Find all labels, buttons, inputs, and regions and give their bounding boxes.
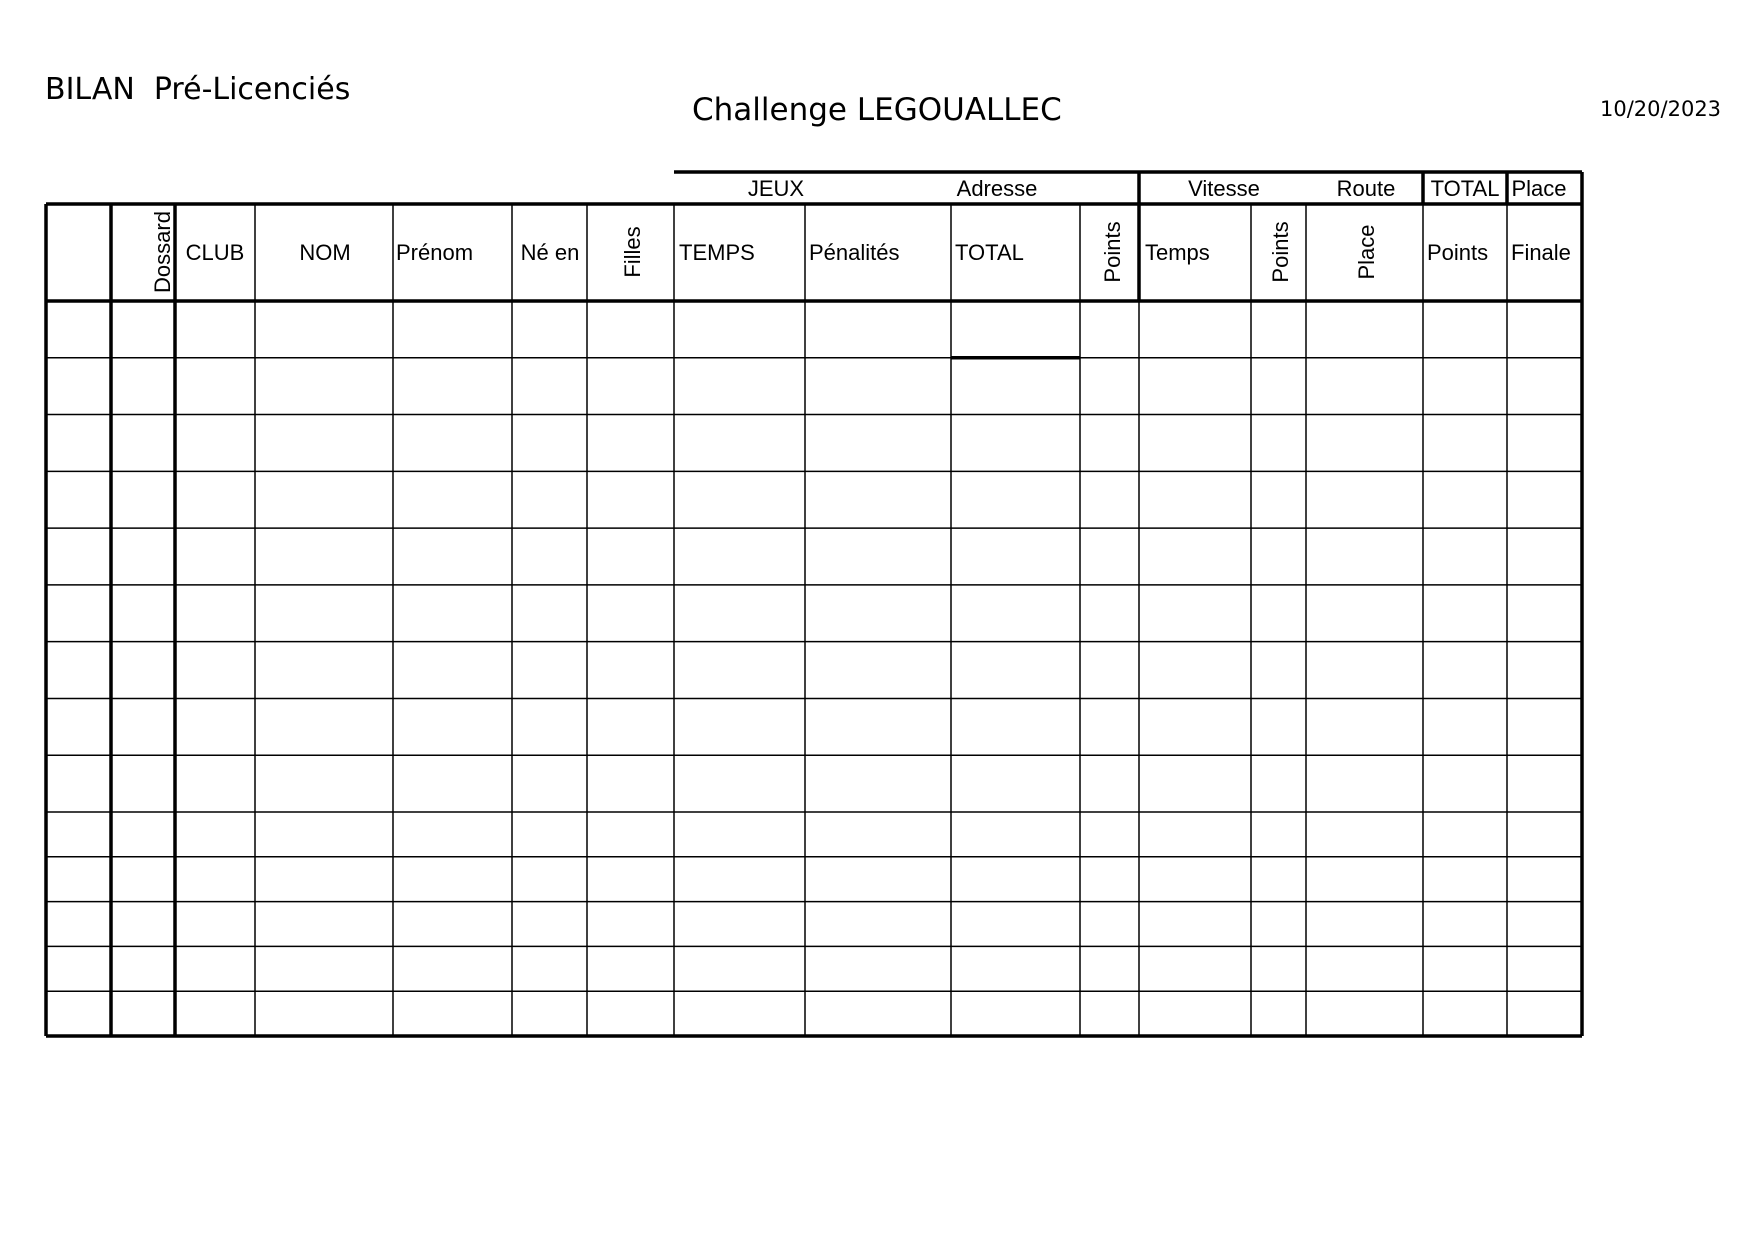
col-header-place: Place (1354, 224, 1379, 280)
col-header-filles: Filles (620, 226, 645, 278)
col-header-temps2: Temps (1145, 240, 1210, 265)
group-header-total: TOTAL (1430, 176, 1500, 201)
col-header-penalites: Pénalités (809, 240, 900, 265)
col-header-prenom: Prénom (396, 240, 474, 265)
group-header-jeux: JEUX (747, 176, 805, 201)
challenge-title: Challenge LEGOUALLEC (692, 92, 1062, 128)
col-header-temps1: TEMPS (679, 240, 755, 265)
date-label: 10/20/2023 (1600, 97, 1722, 121)
table-grid (46, 172, 1582, 1036)
group-header-route: Route (1336, 176, 1396, 201)
col-header-nom: NOM (299, 240, 351, 265)
col-header-club: CLUB (185, 240, 245, 265)
group-header-adresse: Adresse (956, 176, 1038, 201)
col-header-ne-en: Né en (520, 240, 580, 265)
col-header-finale: Finale (1511, 240, 1571, 265)
group-header-place: Place (1511, 176, 1567, 201)
col-header-points1: Points (1100, 221, 1125, 283)
group-header-vitesse: Vitesse (1188, 176, 1260, 201)
col-header-points2: Points (1268, 221, 1293, 283)
col-header-dossard: Dossard (150, 211, 175, 293)
col-header-total: TOTAL (955, 240, 1024, 265)
col-header-points3: Points (1427, 240, 1489, 265)
page-title: BILAN Pré-Licenciés (45, 72, 351, 107)
